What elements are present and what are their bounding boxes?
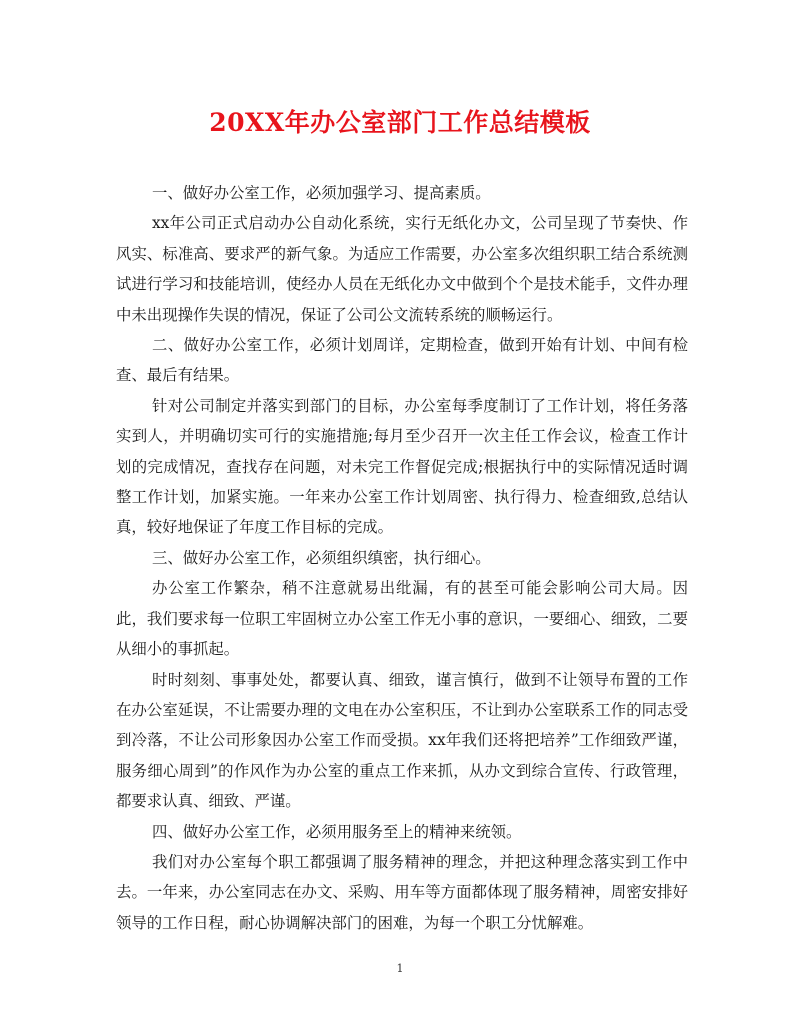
paragraph-section-4-body: 我们对办公室每个职工都强调了服务精神的理念，并把这种理念落实到工作中去。一年来，办公室同志在办文、采购、用车等方面都体现了服务精神，周密安排好领导的工作日程，耐心协调解决部门的困难，为每一个职工分忧解难。 [116, 852, 688, 932]
paragraph-section-2-body: 针对公司制定并落实到部门的目标，办公室每季度制订了工作计划，将任务落实到人，并明确切实可行的实施措施;每月至少召开一次主任工作会议，检查工作计划的完成情况，查找存在问题，对未完工作督促完成;根据执行中的实际情况适时调整工作计划，加紧实施。一年来办公室工作计划周密、执行得力、检查细致,总结认真，较好地保证了年度工作目标的完成。 [116, 396, 688, 537]
paragraph-section-2-heading: 二、做好办公室工作，必须计划周详，定期检查，做到开始有计划、中间有检查、最后有结果。 [116, 336, 688, 385]
paragraph-section-4-heading: 四、做好办公室工作，必须用服务至上的精神来统领。 [152, 822, 522, 841]
paragraph-section-1-body: xx年公司正式启动办公自动化系统，实行无纸化办文，公司呈现了节奏快、作风实、标准高、要求严的新气象。为适应工作需要，办公室多次组织职工结合系统测试进行学习和技能培训，使经办人员在无纸化办文中做到个个是技术能手，文件办理中未出现操作失误的情况，保证了公司公文流转系统的顺畅运行。 [116, 214, 688, 324]
paragraph-section-3-body-1: 办公室工作繁杂，稍不注意就易出纰漏，有的甚至可能会影响公司大局。因此，我们要求每一位职工牢固树立办公室工作无小事的意识，一要细心、细致，二要从细小的事抓起。 [116, 579, 688, 659]
paragraph-section-3-heading: 三、做好办公室工作，必须组织缜密，执行细心。 [152, 548, 491, 567]
document-title: 20XX年办公室部门工作总结模板 [209, 108, 591, 137]
paragraph-section-3-body-2: 时时刻刻、事事处处，都要认真、细致，谨言慎行，做到不让领导布置的工作在办公室延误，不让需要办理的文电在办公室积压，不让到办公室联系工作的同志受到冷落，不让公司形象因办公室工作而受损。xx年我们还将把培养”工作细致严谨，服务细心周到”的作风作为办公室的重点工作来抓，从办文到综合宣传、行政管理，都要求认真、细致、严谨。 [116, 670, 688, 811]
paragraph-section-1-heading: 一、做好办公室工作，必须加强学习、提高素质。 [152, 184, 491, 202]
page-number: 1 [396, 962, 404, 975]
document-body [116, 178, 688, 938]
